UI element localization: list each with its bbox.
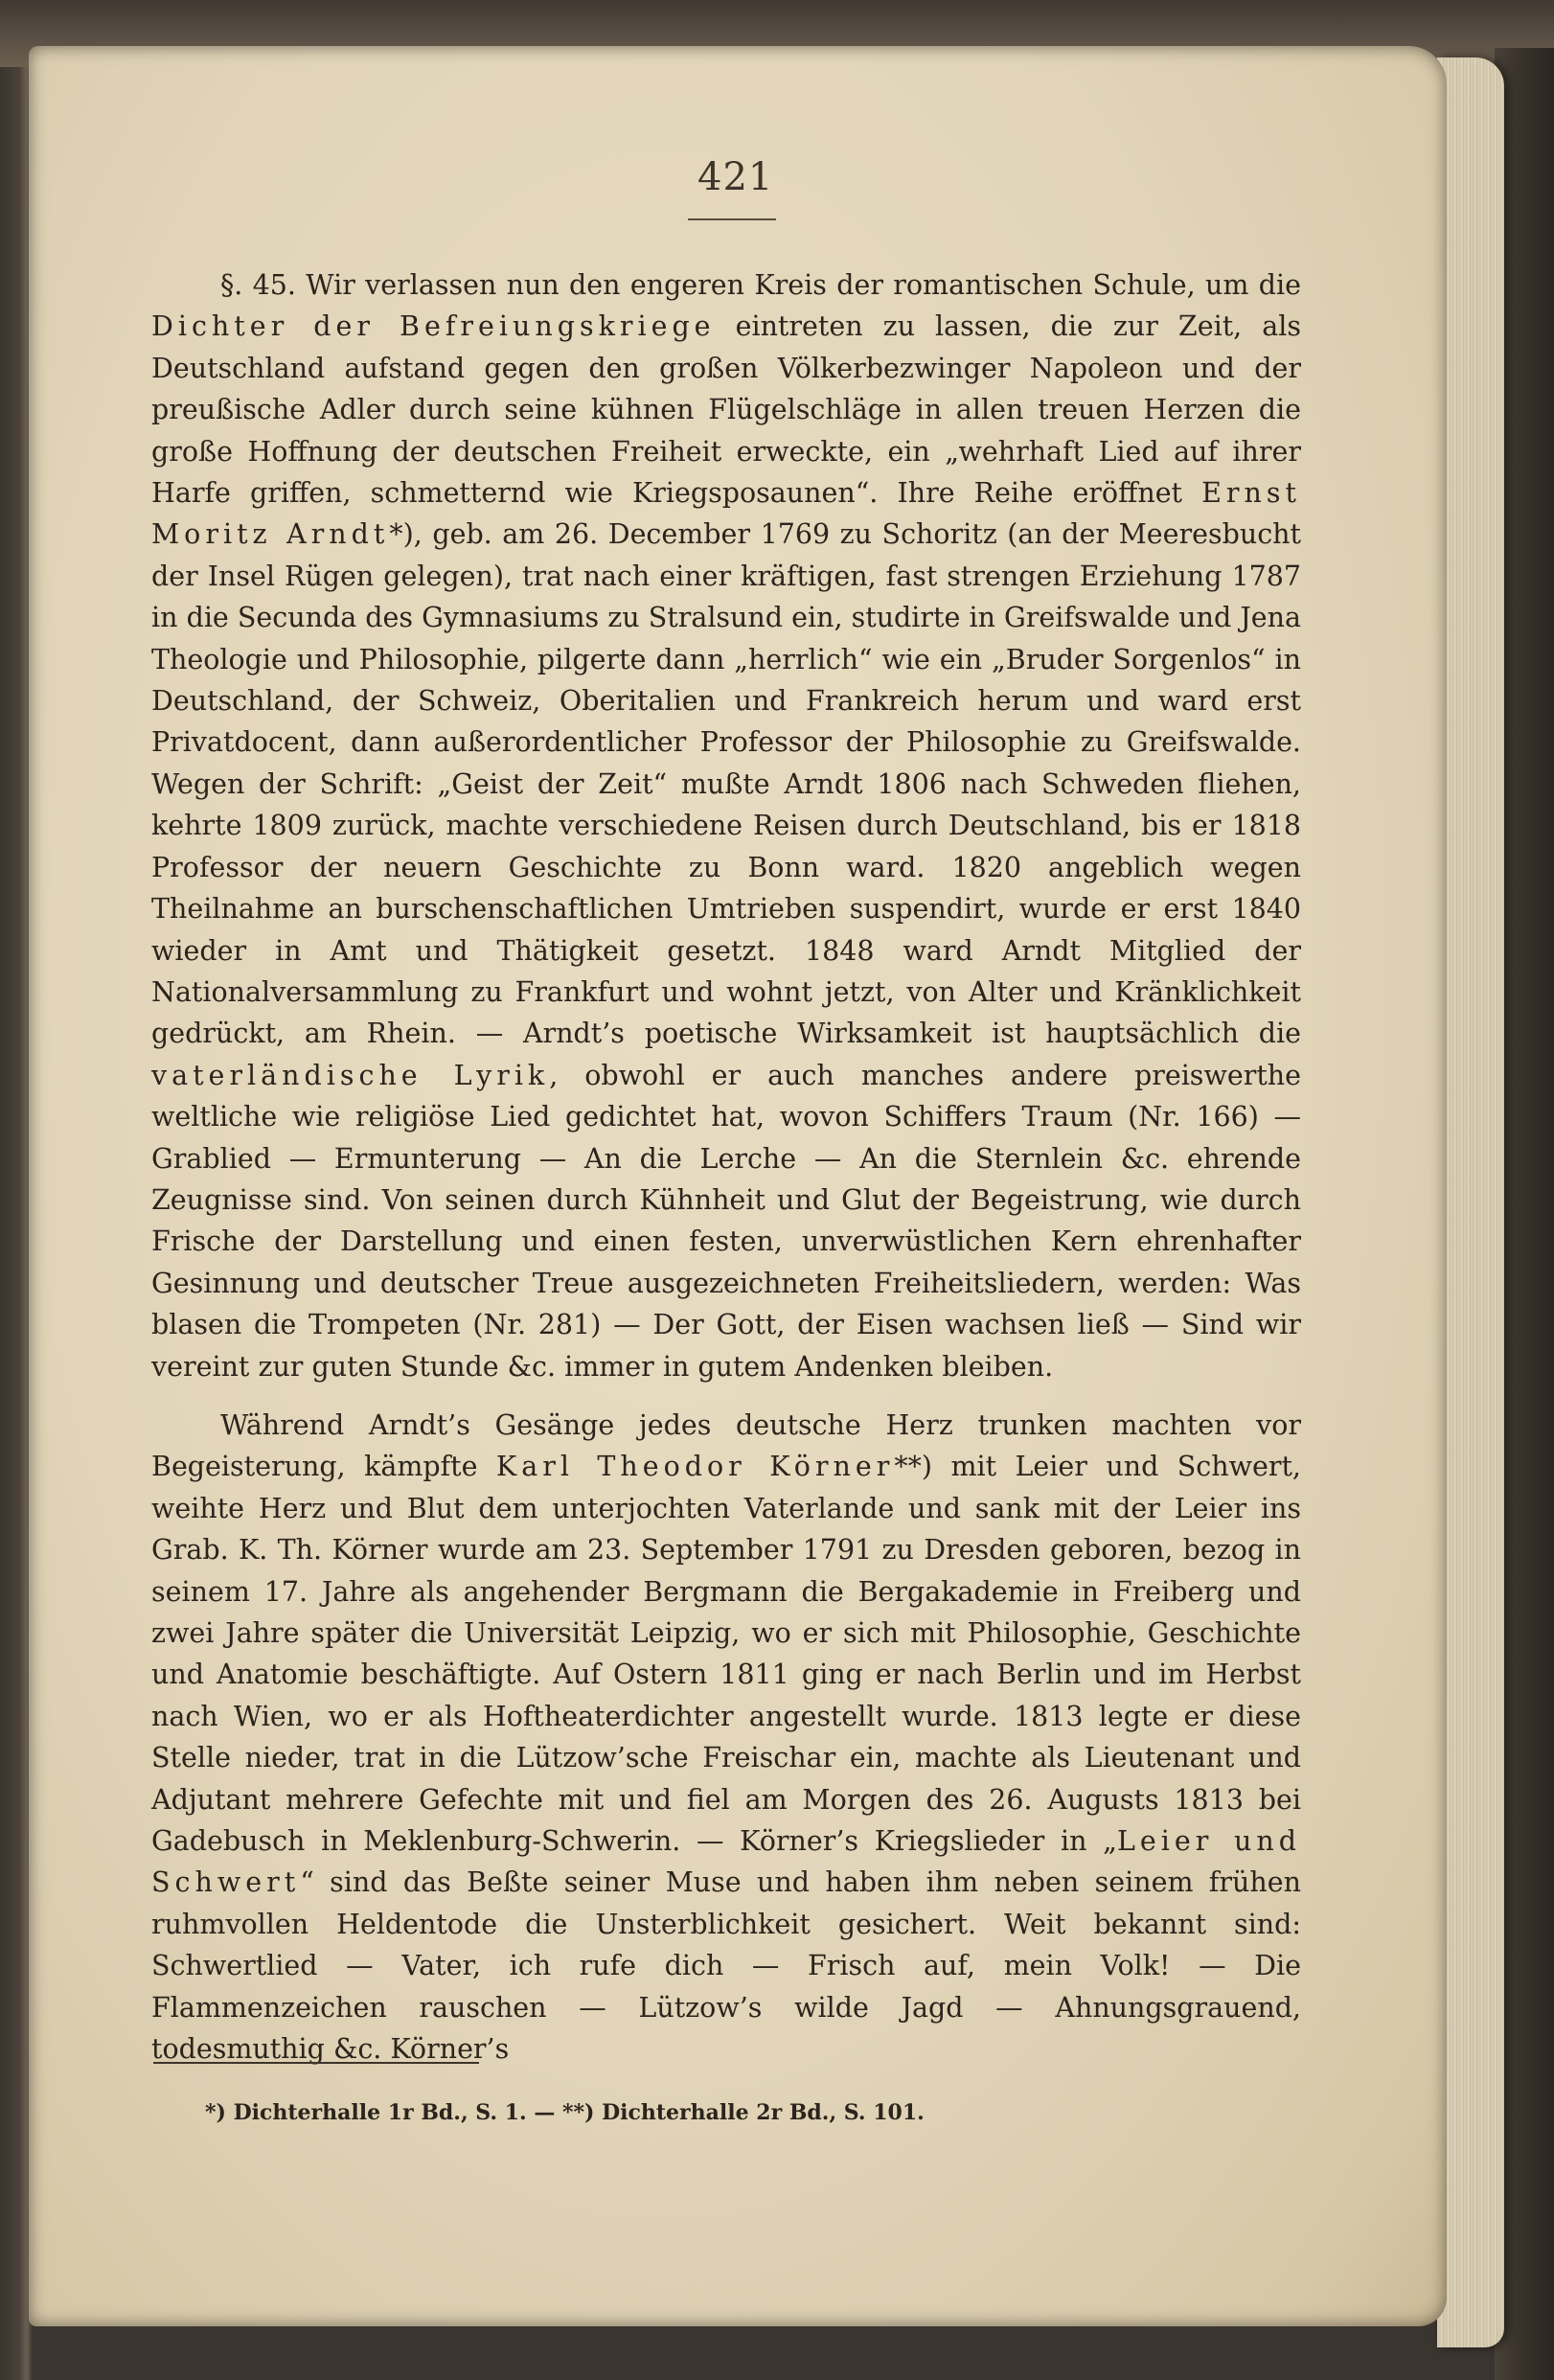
text-run: **) mit Leier und Schwert, weihte Herz und Blut dem unterjochten Vaterlande und sank mit der Leier ins Grab. K. Th. Körner wurde am 23. September 1791 zu Dresden geboren, bezog in seinem 17. Jahre als angehender Bergmann die Bergakademie in Freiberg und zwei Jahre später die Universität Leipzig, wo er sich mit Philosophie, Geschichte und Anatomie beschäftigte. Auf Ostern 1811 ging er nach Berlin und im Herbst nach Wien, wo er als Hoftheaterdichter angestellt wurde. 1813 legte er diese Stelle nieder, trat in die Lützow’sche Freischar ein, machte als Lieutenant und Adjutant mehrere Gefechte mit und fiel am Morgen des 26. Augusts 1813 bei Gadebusch in Meklenburg-Schwerin. — Körner’s Kriegslieder in „ — [151, 1451, 1301, 1858]
text-run: “ sind das Beßte seiner Muse und haben ihm neben seinem frühen ruhmvollen Heldentode die Unsterblichkeit gesichert. Weit bekannt sind: Schwertlied — Vater, ich rufe dich — Frisch auf, mein Volk! — Die Flammenzeichen rauschen — Lützow’s wilde Jagd — Ahnungsgrauend, todesmuthig &c. Körner’s — [151, 1866, 1301, 2066]
body-text — [151, 264, 1301, 2070]
page-number-rule — [688, 218, 776, 220]
spaced-name: Dichter der Befreiungskriege — [151, 310, 716, 343]
paragraph — [151, 264, 1301, 1387]
spaced-name: Leier und Schwert — [151, 1825, 1301, 1899]
footnotes: *) Dichterhalle 1r Bd., S. 1. — **) Dichterhalle 2r Bd., S. 101. — [205, 2100, 925, 2125]
spaced-name: vaterländische Lyrik — [151, 1059, 550, 1091]
text-run: eintreten zu lassen, die zur Zeit, als Deutschland aufstand gegen den großen Völkerbezwinger Napoleon und der preußische Adler durch seine kühnen Flügelschläge in allen treuen Herzen die große Hoffnung der deutschen Freiheit erweckte, ein „wehrhaft Lied auf ihrer Harfe griffen, schmetternd wie Kriegsposaunen“. Ihre Reihe eröffnet — [151, 310, 1301, 510]
text-run: Während Arndt’s Gesänge jedes deutsche Herz trunken machten vor Begeisterung, kämpfte — [151, 1408, 1301, 1483]
page-edges — [1437, 57, 1504, 2347]
page-number: 421 — [697, 155, 774, 199]
spaced-name: Karl Theodor Körner — [495, 1451, 895, 1483]
footnote-rule — [153, 2062, 479, 2064]
spaced-name: Ernst Moritz Arndt — [151, 477, 1301, 551]
text-run: §. 45. Wir verlassen nun den engeren Kreis der romantischen Schule, um die — [220, 269, 1301, 301]
paragraph — [151, 1405, 1301, 2071]
text-run: *), geb. am 26. December 1769 zu Schoritz (an der Meeresbucht der Insel Rügen gelegen), trat nach einer kräftigen, fast strengen Erziehung 1787 in die Secunda des Gymnasiums zu Stralsund ein, studirte in Greifswalde und Jena Theologie und Philosophie, pilgerte dann „herrlich“ wie ein „Bruder Sorgenlos“ in Deutschland, der Schweiz, Oberitalien und Frankreich herum und ward erst Privatdocent, dann außerordentlicher Professor der Philosophie zu Greifswalde. Wegen der Schrift: „Geist der Zeit“ mußte Arndt 1806 nach Schweden fliehen, kehrte 1809 zurück, machte verschiedene Reisen durch Deutschland, bis er 1818 Professor der neuern Geschichte zu Bonn ward. 1820 angeblich wegen Theilnahme an burschenschaftlichen Umtrieben suspendirt, wurde er erst 1840 wieder in Amt und Thätigkeit gesetzt. 1848 ward Arndt Mitglied der Nationalversammlung zu Frankfurt und wohnt jetzt, von Alter und Kränklichkeit gedrückt, am Rhein. — Arndt’s poetische Wirksamkeit ist hauptsächlich die — [151, 518, 1301, 1050]
text-run: , obwohl er auch manches andere preiswerthe weltliche wie religiöse Lied gedichtet hat, wovon Schiffers Traum (Nr. 166) — Grablied — Ermunterung — An die Lerche — An die Sternlein &c. ehrende Zeugnisse sind. Von seinen durch Kühnheit und Glut der Begeistrung, wie durch Frische der Darstellung und einen festen, unverwüstlichen Kern ehrenhafter Gesinnung und deutscher Treue ausgezeichneten Freiheitsliedern, werden: Was blasen die Trompeten (Nr. 281) — Der Gott, der Eisen wachsen ließ — Sind wir vereint zur guten Stunde &c. immer in gutem Andenken bleiben. — [151, 1059, 1301, 1383]
